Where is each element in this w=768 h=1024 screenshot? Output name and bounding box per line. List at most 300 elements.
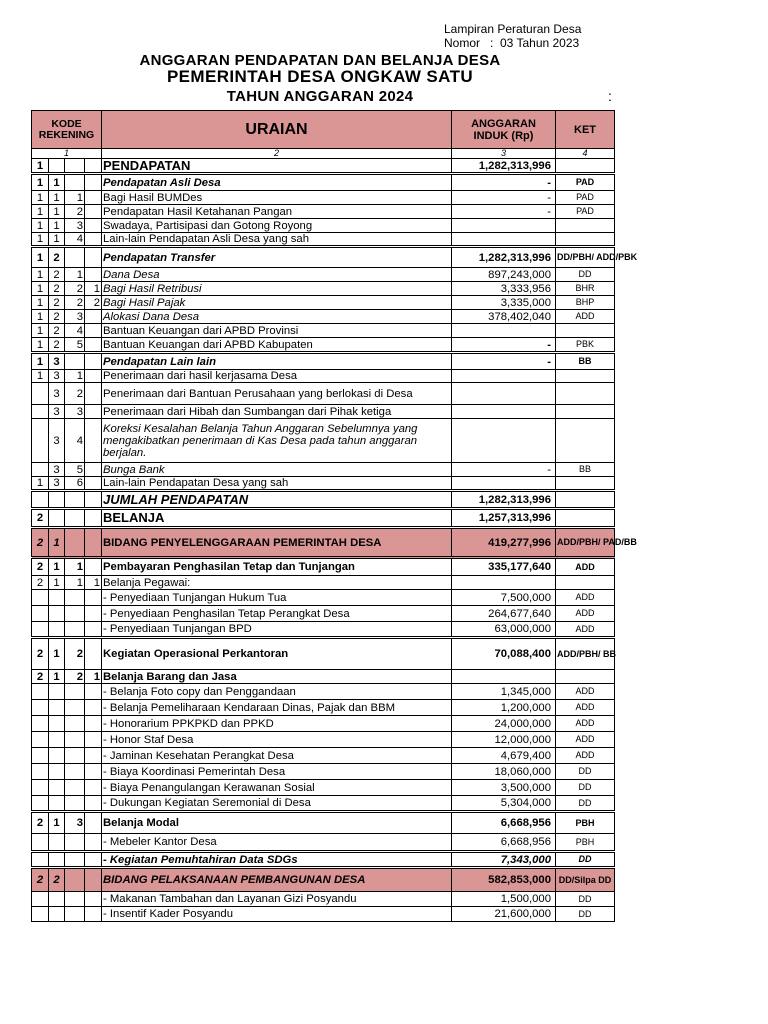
anggaran-cell: 18,060,000 <box>452 764 556 780</box>
kode-level-4 <box>85 700 102 716</box>
uraian-cell: - Kegiatan Pemuhtahiran Data SDGs <box>102 852 452 868</box>
anggaran-cell: - <box>452 174 556 191</box>
anggaran-cell <box>452 324 556 338</box>
uraian-cell: - Jaminan Kesehatan Perangkat Desa <box>102 748 452 764</box>
uraian-cell: Bunga Bank <box>102 463 452 477</box>
kode-level-3 <box>65 852 85 868</box>
ket-cell: ADD/PBH/ PAD/BB <box>556 528 615 558</box>
table-row <box>32 268 615 282</box>
ket-cell: DD/PBH/ ADD/PBK <box>556 247 615 268</box>
kode-level-4 <box>85 834 102 852</box>
uraian-cell: Bagi Hasil Pajak <box>102 296 452 310</box>
kode-level-3: 2 <box>65 296 85 310</box>
ket-cell: PBH <box>556 834 615 852</box>
uraian-cell: Dana Desa <box>102 268 452 282</box>
kode-level-1: 2 <box>32 558 49 576</box>
kode-level-1 <box>32 700 49 716</box>
uraian-cell: - Honor Staf Desa <box>102 732 452 748</box>
kode-level-1 <box>32 764 49 780</box>
lampiran-block <box>444 22 581 50</box>
anggaran-cell: 4,679,400 <box>452 748 556 764</box>
kode-level-4 <box>85 310 102 324</box>
kode-level-2: 3 <box>49 477 65 491</box>
kode-level-4 <box>85 892 102 907</box>
table-row <box>32 509 615 528</box>
ket-cell: ADD <box>556 310 615 324</box>
table-row <box>32 324 615 338</box>
kode-level-1 <box>32 732 49 748</box>
ket-cell <box>556 159 615 174</box>
kode-level-4 <box>85 907 102 922</box>
kode-level-2: 1 <box>49 812 65 834</box>
kode-level-3 <box>65 509 85 528</box>
header-anggaran: ANGGARAN INDUK (Rp) <box>452 111 556 149</box>
kode-level-3 <box>65 892 85 907</box>
anggaran-cell: 7,343,000 <box>452 852 556 868</box>
kode-level-1: 1 <box>32 324 49 338</box>
kode-level-4 <box>85 353 102 370</box>
kode-level-2: 1 <box>49 233 65 247</box>
table-row <box>32 405 615 419</box>
anggaran-cell: 1,200,000 <box>452 700 556 716</box>
kode-level-1: 1 <box>32 370 49 383</box>
uraian-cell: - Makanan Tambahan dan Layanan Gizi Posyandu <box>102 892 452 907</box>
uraian-cell: PENDAPATAN <box>102 159 452 174</box>
table-row <box>32 463 615 477</box>
kode-level-1: 1 <box>32 268 49 282</box>
uraian-cell: - Dukungan Kegiatan Seremonial di Desa <box>102 796 452 812</box>
kode-level-1 <box>32 684 49 700</box>
anggaran-cell: 3,333,956 <box>452 282 556 296</box>
table-row <box>32 780 615 796</box>
kode-level-4 <box>85 419 102 463</box>
kode-level-2 <box>49 622 65 638</box>
ket-cell: ADD <box>556 700 615 716</box>
table-row <box>32 852 615 868</box>
anggaran-cell: 1,345,000 <box>452 684 556 700</box>
kode-level-2: 2 <box>49 296 65 310</box>
table-row <box>32 892 615 907</box>
table-row <box>32 606 615 622</box>
ket-cell <box>556 491 615 509</box>
kode-level-1: 2 <box>32 868 49 892</box>
kode-level-3 <box>65 796 85 812</box>
kode-level-3: 6 <box>65 477 85 491</box>
kode-level-1: 2 <box>32 638 49 670</box>
uraian-cell: BIDANG PENYELENGGARAAN PEMERINTAH DESA <box>102 528 452 558</box>
anggaran-cell: 419,277,996 <box>452 528 556 558</box>
kode-level-2: 2 <box>49 310 65 324</box>
kode-level-2: 3 <box>49 463 65 477</box>
kode-level-1: 1 <box>32 233 49 247</box>
table-row <box>32 670 615 684</box>
kode-level-4 <box>85 205 102 219</box>
ket-cell <box>556 405 615 419</box>
uraian-cell: Lain-lain Pendapatan Asli Desa yang sah <box>102 233 452 247</box>
anggaran-cell: - <box>452 463 556 477</box>
ket-cell <box>556 324 615 338</box>
kode-level-4 <box>85 477 102 491</box>
kode-level-3: 2 <box>65 670 85 684</box>
kode-level-1: 1 <box>32 296 49 310</box>
uraian-cell: - Biaya Penangulangan Kerawanan Sosial <box>102 780 452 796</box>
ket-cell <box>556 576 615 590</box>
uraian-cell: Pendapatan Hasil Ketahanan Pangan <box>102 205 452 219</box>
table-row <box>32 219 615 233</box>
kode-level-2: 2 <box>49 247 65 268</box>
kode-level-1 <box>32 748 49 764</box>
anggaran-cell: 21,600,000 <box>452 907 556 922</box>
kode-level-2: 2 <box>49 282 65 296</box>
kode-level-2: 1 <box>49 558 65 576</box>
anggaran-cell: 264,677,640 <box>452 606 556 622</box>
kode-level-1 <box>32 780 49 796</box>
year-title: TAHUN ANGGARAN 2024 <box>226 88 414 105</box>
kode-level-2 <box>49 590 65 606</box>
kode-level-2 <box>49 852 65 868</box>
kode-level-1: 2 <box>32 812 49 834</box>
kode-level-4 <box>85 528 102 558</box>
kode-level-4: 2 <box>85 296 102 310</box>
anggaran-cell: 897,243,000 <box>452 268 556 282</box>
uraian-cell: Lain-lain Pendapatan Desa yang sah <box>102 477 452 491</box>
kode-level-2: 2 <box>49 338 65 353</box>
uraian-cell: - Penyediaan Penghasilan Tetap Perangkat Desa <box>102 606 452 622</box>
kode-level-3: 1 <box>65 370 85 383</box>
anggaran-cell: 1,257,313,996 <box>452 509 556 528</box>
uraian-cell: Belanja Modal <box>102 812 452 834</box>
kode-level-3: 3 <box>65 310 85 324</box>
uraian-cell: Belanja Pegawai: <box>102 576 452 590</box>
ket-cell: DD <box>556 892 615 907</box>
kode-level-2: 1 <box>49 638 65 670</box>
kode-level-2: 1 <box>49 205 65 219</box>
uraian-cell: BIDANG PELAKSANAAN PEMBANGUNAN DESA <box>102 868 452 892</box>
uraian-cell: - Penyediaan Tunjangan Hukum Tua <box>102 590 452 606</box>
index-4: 4 <box>556 149 615 159</box>
kode-level-2: 2 <box>49 324 65 338</box>
kode-level-3 <box>65 622 85 638</box>
kode-level-4 <box>85 191 102 205</box>
kode-level-4 <box>85 638 102 670</box>
uraian-cell: Belanja Barang dan Jasa <box>102 670 452 684</box>
ket-cell: ADD <box>556 732 615 748</box>
kode-level-4 <box>85 324 102 338</box>
index-2: 2 <box>102 149 452 159</box>
uraian-cell: Bantuan Keuangan dari APBD Kabupaten <box>102 338 452 353</box>
ket-cell: ADD <box>556 684 615 700</box>
header-ket: KET <box>556 111 615 149</box>
index-1: 1 <box>32 149 102 159</box>
kode-level-3 <box>65 247 85 268</box>
kode-level-3: 1 <box>65 558 85 576</box>
kode-level-4: 1 <box>85 576 102 590</box>
uraian-cell: Pendapatan Asli Desa <box>102 174 452 191</box>
kode-level-4 <box>85 159 102 174</box>
kode-level-2 <box>49 159 65 174</box>
ket-cell <box>556 419 615 463</box>
table-header-row <box>32 111 615 149</box>
table-row <box>32 159 615 174</box>
ket-cell: PAD <box>556 174 615 191</box>
table-row <box>32 812 615 834</box>
anggaran-cell <box>452 233 556 247</box>
ket-cell <box>556 370 615 383</box>
table-row <box>32 338 615 353</box>
kode-level-3: 2 <box>65 205 85 219</box>
kode-level-1: 2 <box>32 670 49 684</box>
anggaran-cell: 1,282,313,996 <box>452 491 556 509</box>
kode-level-1 <box>32 383 49 405</box>
kode-level-1: 1 <box>32 219 49 233</box>
kode-level-2 <box>49 509 65 528</box>
doc-title: ANGGARAN PENDAPATAN DAN BELANJA DESA <box>139 52 501 69</box>
anggaran-cell <box>452 670 556 684</box>
kode-level-1 <box>32 834 49 852</box>
uraian-cell: Alokasi Dana Desa <box>102 310 452 324</box>
kode-level-4 <box>85 852 102 868</box>
kode-level-4 <box>85 463 102 477</box>
kode-level-1 <box>32 622 49 638</box>
uraian-cell: - Belanja Foto copy dan Penggandaan <box>102 684 452 700</box>
kode-level-1 <box>32 491 49 509</box>
kode-level-2: 1 <box>49 670 65 684</box>
ket-cell: ADD <box>556 558 615 576</box>
ket-cell: DD <box>556 268 615 282</box>
header-uraian: URAIAN <box>102 111 452 149</box>
ket-cell <box>556 509 615 528</box>
kode-level-1 <box>32 907 49 922</box>
anggaran-cell: - <box>452 191 556 205</box>
uraian-cell: Kegiatan Operasional Perkantoran <box>102 638 452 670</box>
column-index-row <box>32 149 615 159</box>
kode-level-3 <box>65 764 85 780</box>
table-row <box>32 477 615 491</box>
kode-level-2 <box>49 796 65 812</box>
ket-cell: ADD/PBH/ BB <box>556 638 615 670</box>
kode-level-2: 3 <box>49 419 65 463</box>
table-row <box>32 233 615 247</box>
table-row <box>32 684 615 700</box>
ket-cell: PBK <box>556 338 615 353</box>
kode-level-2 <box>49 748 65 764</box>
kode-level-1 <box>32 419 49 463</box>
table-row <box>32 576 615 590</box>
kode-level-1 <box>32 590 49 606</box>
kode-level-4 <box>85 405 102 419</box>
kode-level-1: 1 <box>32 174 49 191</box>
ket-cell <box>556 383 615 405</box>
kode-level-1 <box>32 463 49 477</box>
kode-level-4 <box>85 780 102 796</box>
anggaran-cell <box>452 383 556 405</box>
kode-level-3: 3 <box>65 812 85 834</box>
kode-level-4 <box>85 268 102 282</box>
kode-level-1: 1 <box>32 159 49 174</box>
kode-level-1: 1 <box>32 247 49 268</box>
anggaran-cell: - <box>452 353 556 370</box>
table-row <box>32 296 615 310</box>
table-row <box>32 748 615 764</box>
kode-level-4 <box>85 732 102 748</box>
kode-level-3 <box>65 590 85 606</box>
kode-level-4 <box>85 716 102 732</box>
kode-level-1 <box>32 796 49 812</box>
kode-level-3 <box>65 528 85 558</box>
header-kode-rekening: KODE REKENING <box>32 111 102 149</box>
uraian-cell: Bagi Hasil Retribusi <box>102 282 452 296</box>
kode-level-3 <box>65 606 85 622</box>
kode-level-4 <box>85 491 102 509</box>
kode-level-4 <box>85 764 102 780</box>
kode-level-2 <box>49 684 65 700</box>
kode-level-3 <box>65 868 85 892</box>
kode-level-4: 1 <box>85 282 102 296</box>
budget-table <box>31 110 638 922</box>
kode-level-3: 4 <box>65 324 85 338</box>
kode-level-3 <box>65 700 85 716</box>
anggaran-cell: 6,668,956 <box>452 834 556 852</box>
kode-level-4 <box>85 868 102 892</box>
kode-level-2 <box>49 834 65 852</box>
kode-level-4 <box>85 370 102 383</box>
table-row <box>32 732 615 748</box>
kode-level-4 <box>85 796 102 812</box>
table-row <box>32 764 615 780</box>
kode-level-3 <box>65 732 85 748</box>
anggaran-cell: 335,177,640 <box>452 558 556 576</box>
ket-cell: ADD <box>556 622 615 638</box>
kode-level-3: 2 <box>65 383 85 405</box>
table-row <box>32 907 615 922</box>
uraian-cell: - Biaya Koordinasi Pemerintah Desa <box>102 764 452 780</box>
table-row <box>32 383 615 405</box>
kode-level-3 <box>65 748 85 764</box>
anggaran-cell: 70,088,400 <box>452 638 556 670</box>
ket-cell: BB <box>556 353 615 370</box>
kode-level-3: 4 <box>65 419 85 463</box>
kode-level-3: 5 <box>65 338 85 353</box>
ket-cell: PBH <box>556 812 615 834</box>
kode-level-3 <box>65 353 85 370</box>
kode-level-4: 1 <box>85 670 102 684</box>
table-row <box>32 796 615 812</box>
ket-cell: ADD <box>556 606 615 622</box>
anggaran-cell: 1,282,313,996 <box>452 159 556 174</box>
anggaran-cell <box>452 219 556 233</box>
kode-level-3: 1 <box>65 268 85 282</box>
kode-level-4 <box>85 684 102 700</box>
anggaran-cell <box>452 370 556 383</box>
kode-level-1 <box>32 606 49 622</box>
anggaran-cell: 6,668,956 <box>452 812 556 834</box>
anggaran-cell: 12,000,000 <box>452 732 556 748</box>
ket-cell <box>556 477 615 491</box>
stray-colon: : <box>608 88 612 104</box>
kode-level-1: 2 <box>32 576 49 590</box>
uraian-cell: JUMLAH PENDAPATAN <box>102 491 452 509</box>
kode-level-4 <box>85 219 102 233</box>
kode-level-1 <box>32 405 49 419</box>
table-row <box>32 247 615 268</box>
kode-level-3 <box>65 834 85 852</box>
anggaran-cell: 63,000,000 <box>452 622 556 638</box>
ket-cell: DD <box>556 780 615 796</box>
uraian-cell: Penerimaan dari Bantuan Perusahaan yang berlokasi di Desa <box>102 383 452 405</box>
table-row <box>32 638 615 670</box>
uraian-cell: Bagi Hasil BUMDes <box>102 191 452 205</box>
ket-cell: ADD <box>556 590 615 606</box>
kode-level-3: 2 <box>65 638 85 670</box>
kode-level-2: 2 <box>49 868 65 892</box>
anggaran-cell: 3,500,000 <box>452 780 556 796</box>
kode-level-2 <box>49 780 65 796</box>
kode-level-2 <box>49 732 65 748</box>
kode-level-3 <box>65 684 85 700</box>
kode-level-2: 3 <box>49 370 65 383</box>
anggaran-cell: - <box>452 338 556 353</box>
table-row <box>32 370 615 383</box>
kode-level-1: 2 <box>32 528 49 558</box>
ket-cell: ADD <box>556 748 615 764</box>
kode-level-3 <box>65 159 85 174</box>
anggaran-cell: 1,282,313,996 <box>452 247 556 268</box>
uraian-cell: Pembayaran Penghasilan Tetap dan Tunjangan <box>102 558 452 576</box>
bidang-row <box>32 868 615 892</box>
kode-level-2 <box>49 907 65 922</box>
table-row <box>32 558 615 576</box>
kode-level-2 <box>49 764 65 780</box>
kode-level-2: 1 <box>49 219 65 233</box>
anggaran-cell: 7,500,000 <box>452 590 556 606</box>
kode-level-2 <box>49 892 65 907</box>
ket-cell: BHR <box>556 282 615 296</box>
kode-level-2: 1 <box>49 528 65 558</box>
anggaran-cell: 3,335,000 <box>452 296 556 310</box>
table-row <box>32 353 615 370</box>
table-row <box>32 174 615 191</box>
uraian-cell: - Honorarium PPKPKD dan PPKD <box>102 716 452 732</box>
kode-level-2: 1 <box>49 576 65 590</box>
kode-level-1: 2 <box>32 509 49 528</box>
kode-level-4 <box>85 233 102 247</box>
kode-level-1: 1 <box>32 353 49 370</box>
kode-level-3 <box>65 907 85 922</box>
uraian-cell: Koreksi Kesalahan Belanja Tahun Anggaran Sebelumnya yang mengakibatkan penerimaan di Kas Desa pada tahun anggaran berjalan. <box>102 419 452 463</box>
uraian-cell: Swadaya, Partisipasi dan Gotong Royong <box>102 219 452 233</box>
ket-cell <box>556 233 615 247</box>
kode-level-4 <box>85 590 102 606</box>
anggaran-cell: 1,500,000 <box>452 892 556 907</box>
kode-level-2: 2 <box>49 268 65 282</box>
kode-level-4 <box>85 383 102 405</box>
bidang-row <box>32 528 615 558</box>
nomor-line: Nomor : 03 Tahun 2023 <box>444 36 580 50</box>
ket-cell: BHP <box>556 296 615 310</box>
uraian-cell: Bantuan Keuangan dari APBD Provinsi <box>102 324 452 338</box>
table-row <box>32 282 615 296</box>
kode-level-2 <box>49 700 65 716</box>
table-row <box>32 205 615 219</box>
ket-cell: DD/Silpa DD <box>556 868 615 892</box>
kode-level-1 <box>32 716 49 732</box>
uraian-cell: - Mebeler Kantor Desa <box>102 834 452 852</box>
ket-cell: ADD <box>556 716 615 732</box>
kode-level-4 <box>85 606 102 622</box>
kode-level-1: 1 <box>32 477 49 491</box>
anggaran-cell: 582,853,000 <box>452 868 556 892</box>
kode-level-2 <box>49 491 65 509</box>
